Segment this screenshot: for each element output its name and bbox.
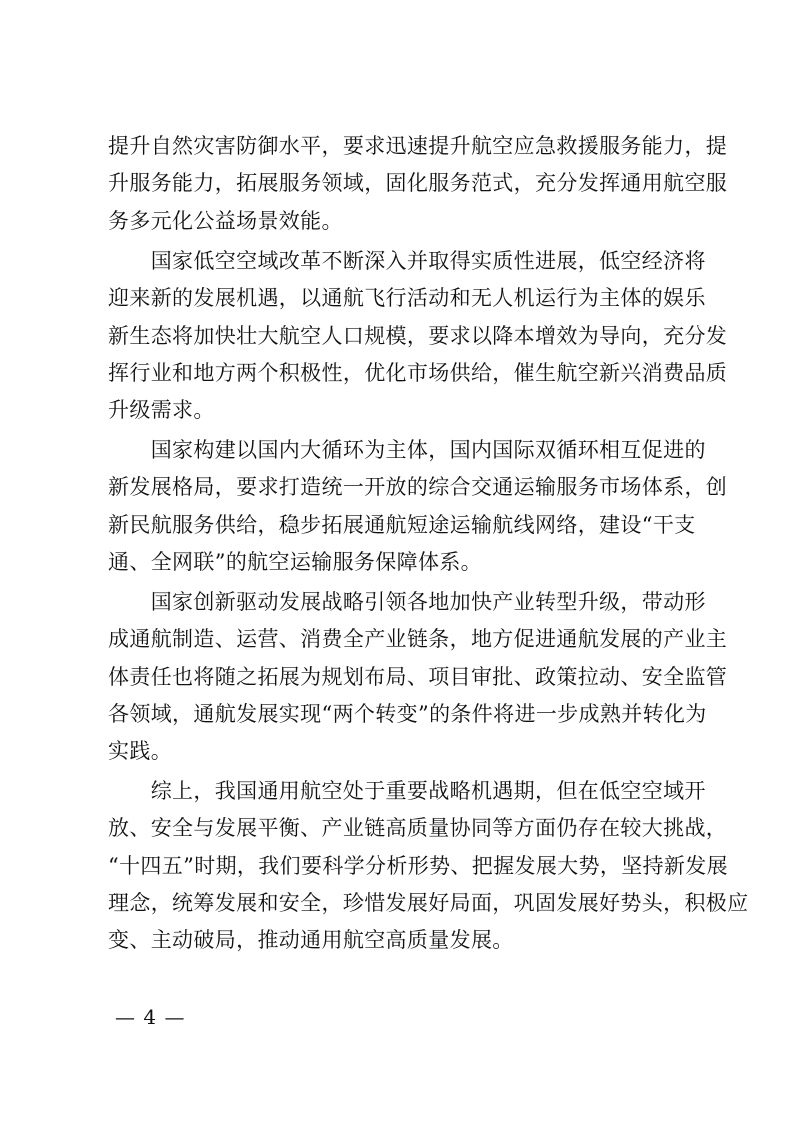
paragraph-dual-circulation	[108, 432, 728, 581]
text-line: 实践。	[108, 739, 173, 764]
text-line: 国家创新驱动发展战略引领各地加快产业转型升级，带动形	[108, 590, 706, 614]
paragraph-summary	[108, 773, 749, 959]
page-number: — 4 —	[115, 1005, 186, 1029]
paragraph-disaster-prevention	[108, 128, 728, 240]
text-line: “十四五”时期，我们要科学分析形势、把握发展大势，坚持新发展	[108, 853, 728, 878]
text-line: 新生态将加快壮大航空人口规模，要求以降本增效为导向，充分发	[108, 323, 728, 348]
text-line: 国家构建以国内大循环为主体，国内国际双循环相互促进的	[108, 438, 706, 462]
text-line: 通、全网联”的航空运输服务保障体系。	[108, 549, 483, 574]
text-line: 理念，统筹发展和安全，珍惜发展好局面，巩固发展好势头，积极应	[108, 890, 749, 915]
paragraph-low-altitude-reform	[108, 243, 728, 429]
text-line: 新民航服务供给，稳步拓展通航短途运输航线网络，建设“干支	[108, 512, 696, 537]
text-line: 变、主动破局，推动通用航空高质量发展。	[108, 928, 514, 953]
text-line: 迎来新的发展机遇，以通航飞行活动和无人机运行为主体的娱乐	[108, 286, 706, 311]
text-line: 综上，我国通用航空处于重要战略机遇期，但在低空空域开	[108, 779, 706, 803]
text-line: 成通航制造、运营、消费全产业链条，地方促进通航发展的产业主	[108, 627, 728, 652]
text-line: 升级需求。	[108, 398, 215, 423]
text-line: 升服务能力，拓展服务领域，固化服务范式，充分发挥通用航空服	[108, 171, 728, 196]
text-line: 放、安全与发展平衡、产业链高质量协同等方面仍存在较大挑战，	[108, 816, 728, 841]
text-line: 提升自然灾害防御水平，要求迅速提升航空应急救援服务能力，提	[108, 134, 728, 158]
text-line: 各领域，通航发展实现“两个转变”的条件将进一步成熟并转化为	[108, 701, 707, 726]
text-line: 国家低空空域改革不断深入并取得实质性进展，低空经济将	[108, 249, 706, 273]
text-line: 务多元化公益场景效能。	[108, 208, 343, 233]
text-line: 挥行业和地方两个积极性，优化市场供给，催生航空新兴消费品质	[108, 360, 728, 385]
text-line: 新发展格局，要求打造统一开放的综合交通运输服务市场体系，创	[108, 475, 728, 500]
text-line: 体责任也将随之拓展为规划布局、项目审批、政策拉动、安全监管	[108, 664, 728, 689]
paragraph-innovation-strategy	[108, 584, 728, 770]
